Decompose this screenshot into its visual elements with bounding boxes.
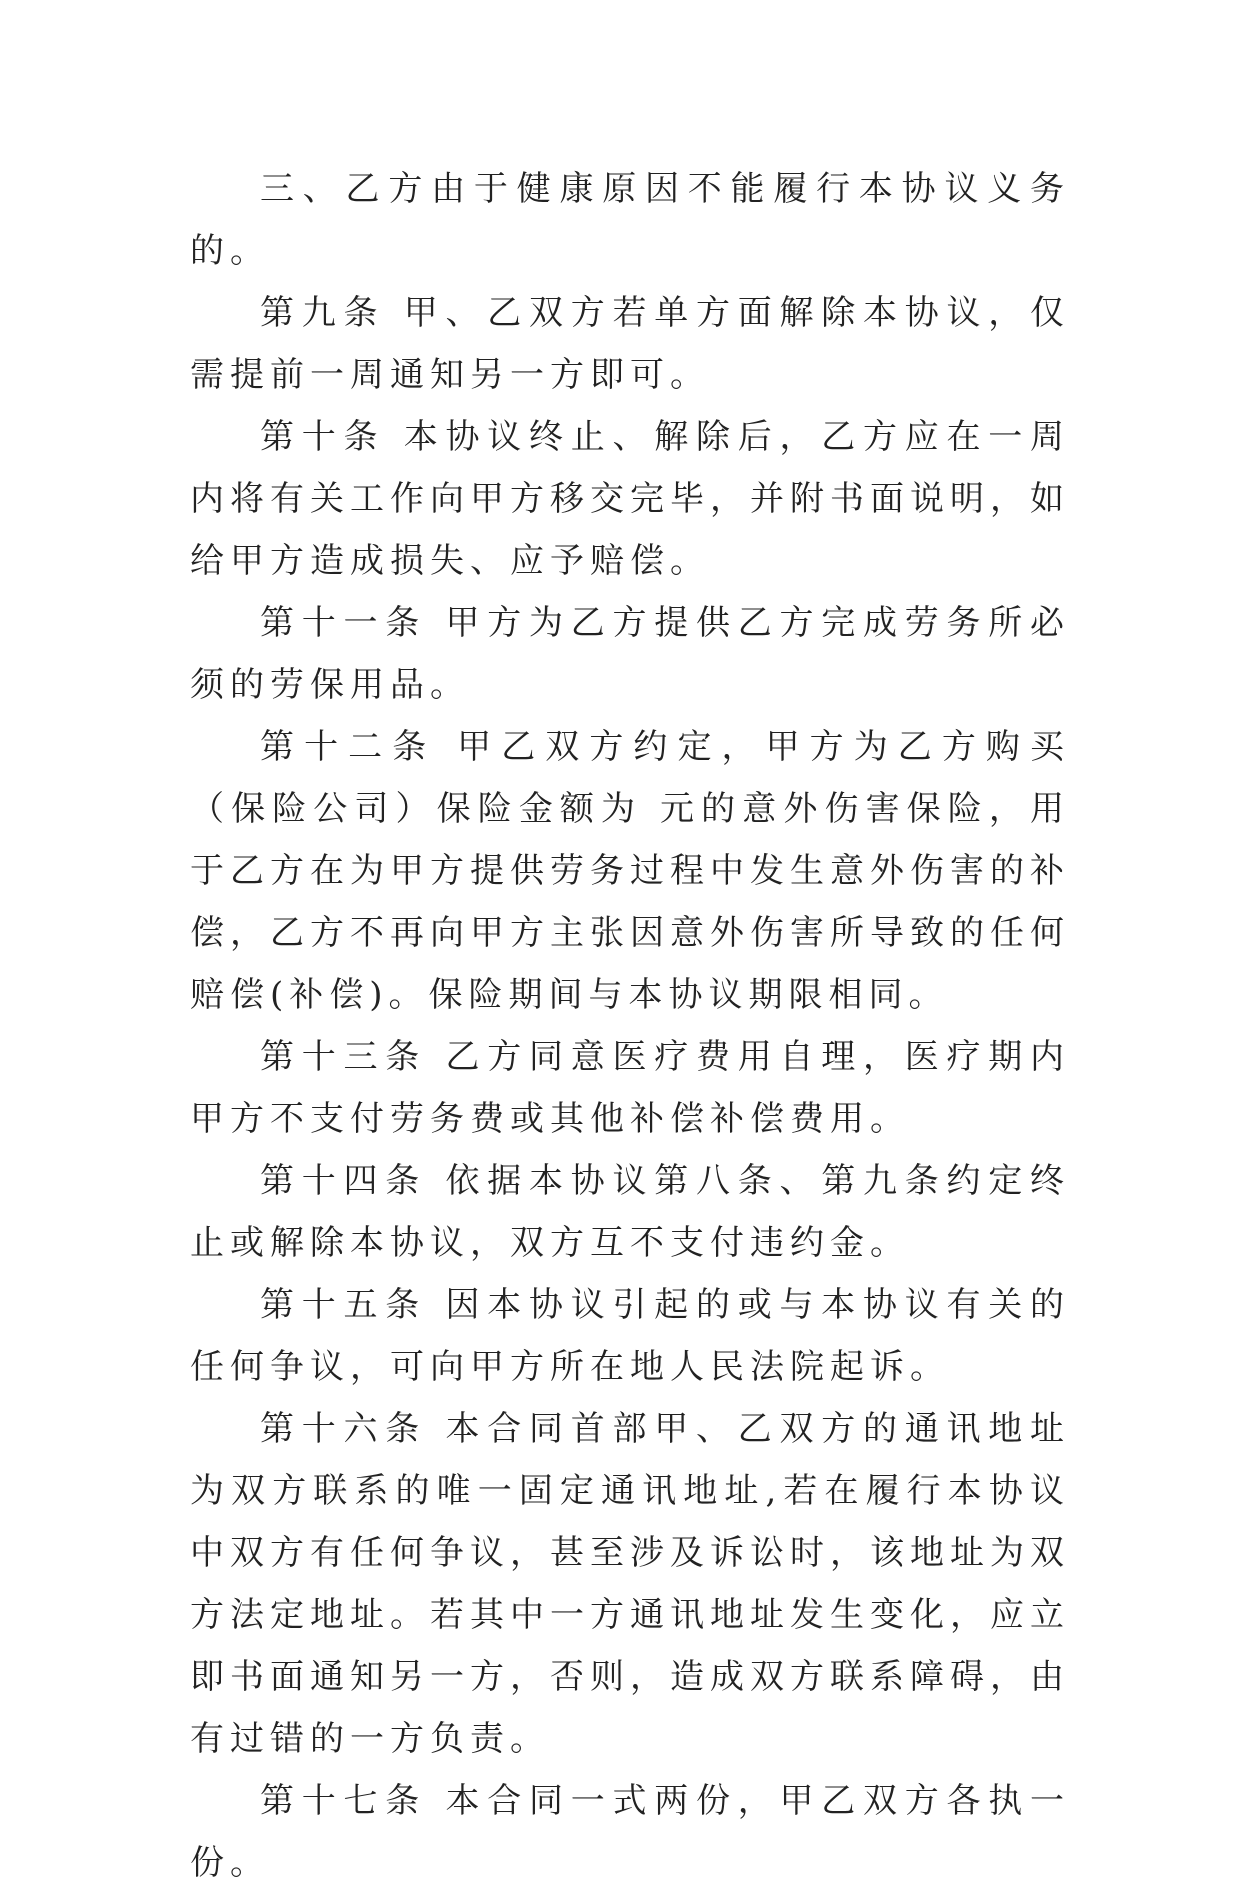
clause-article-16: 第十六条 本合同首部甲、乙双方的通讯地址为双方联系的唯一固定通讯地址,若在履行本协议中双方有任何争议，甚至涉及诉讼时，该地址为双方法定地址。若其中一方通讯地址发生变化，应立即书面通知另一方，否则，造成双方联系障碍，由有过错的一方负责。 [190,1409,1070,1759]
clause-article-9: 第九条 甲、乙双方若单方面解除本协议，仅需提前一周通知另一方即可。 [190,293,1070,395]
clause-article-12: 第十二条 甲乙双方约定，甲方为乙方购买（保险公司）保险金额为 元的意外伤害保险，用于乙方在为甲方提供劳务过程中发生意外伤害的补偿，乙方不再向甲方主张因意外伤害所导致的任何赔偿(补偿)。保险期间与本协议期限相同。 [190,727,1070,1015]
clause-article-15: 第十五条 因本协议引起的或与本协议有关的任何争议，可向甲方所在地人民法院起诉。 [190,1285,1070,1387]
clause-article-13: 第十三条 乙方同意医疗费用自理，医疗期内甲方不支付劳务费或其他补偿补偿费用。 [190,1037,1070,1139]
clause-article-11: 第十一条 甲方为乙方提供乙方完成劳务所必须的劳保用品。 [190,603,1070,705]
clause-article-17: 第十七条 本合同一式两份，甲乙双方各执一份。 [190,1781,1070,1883]
clause-article-10: 第十条 本协议终止、解除后，乙方应在一周内将有关工作向甲方移交完毕，并附书面说明，如给甲方造成损失、应予赔偿。 [190,417,1070,581]
document-body [190,158,1070,1894]
clause-article-14: 第十四条 依据本协议第八条、第九条约定终止或解除本协议，双方互不支付违约金。 [190,1161,1070,1263]
clause-paragraph-3: 三、乙方由于健康原因不能履行本协议义务的。 [190,169,1070,271]
